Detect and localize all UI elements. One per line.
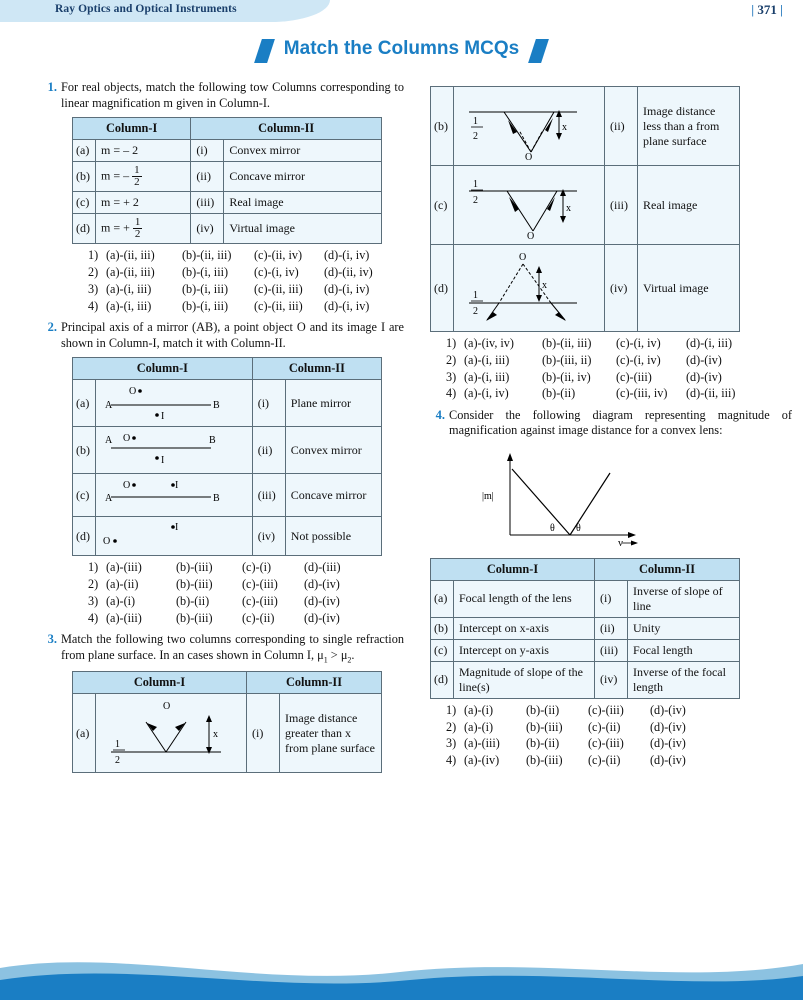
option-item: (d)-(iv)	[304, 610, 340, 625]
refraction-diagram-b	[459, 90, 599, 162]
row-right-value: Unity	[628, 617, 740, 639]
row-label: (c)	[431, 166, 454, 245]
row-diagram	[454, 166, 605, 245]
row-label: (c)	[73, 474, 96, 517]
row-left-value	[96, 214, 191, 244]
option-item: (d)-(i, iv)	[324, 248, 370, 263]
svg-text:1: 1	[473, 116, 478, 127]
question-3-table-continued	[430, 86, 740, 332]
table-row	[73, 517, 382, 556]
question-3-options	[446, 336, 792, 402]
svg-text:2: 2	[115, 755, 120, 767]
svg-text:A: A	[105, 400, 113, 412]
option-item: (b)-(iii)	[526, 719, 563, 734]
option-item: (d)-(iv)	[650, 736, 686, 751]
page-number-bar-left: |	[751, 2, 755, 17]
option-item: (b)-(ii)	[526, 702, 560, 717]
row-label: (a)	[73, 694, 96, 773]
row-diagram	[96, 517, 253, 556]
option-item: (d)-(iii)	[304, 560, 341, 575]
option-item: (b)-(iii)	[176, 560, 213, 575]
row-right-value: Virtual image	[224, 214, 382, 244]
chapter-title: Ray Optics and Optical Instruments	[55, 3, 237, 15]
row-diagram	[454, 87, 605, 166]
option-row[interactable]	[88, 248, 404, 263]
option-item: (d)-(ii, iv)	[324, 265, 373, 280]
svg-text:x: x	[542, 280, 547, 291]
page-number-area	[751, 2, 783, 18]
option-item: (d)-(iv)	[650, 753, 686, 768]
option-item: (a)-(i, iii)	[464, 369, 510, 384]
option-item: (d)-(iv)	[650, 719, 686, 734]
svg-text:O: O	[525, 152, 533, 162]
row-label: (c)	[73, 192, 96, 214]
fraction-numerator: 1	[134, 164, 140, 177]
option-item: (c)-(iii)	[616, 369, 652, 384]
row-roman: (i)	[247, 694, 280, 773]
option-item: (a)-(iii)	[106, 610, 142, 625]
svg-text:B: B	[213, 400, 220, 412]
row-left-value: Focal length of the lens	[454, 580, 595, 617]
option-row[interactable]	[88, 299, 404, 314]
row-left-value	[96, 162, 191, 192]
row-diagram	[96, 427, 253, 474]
row-left-lead: m = –	[101, 168, 130, 183]
option-number: 2)	[446, 352, 457, 367]
mirror-diagram-c	[101, 477, 231, 513]
option-item: (a)-(i, iii)	[106, 281, 152, 296]
option-row[interactable]	[446, 370, 792, 385]
svg-text:O: O	[123, 433, 131, 445]
option-item: (a)-(iv)	[464, 753, 500, 768]
svg-text:O: O	[123, 480, 131, 492]
svg-text:O: O	[527, 231, 535, 241]
option-item: (c)-(ii)	[588, 719, 621, 734]
option-row[interactable]	[88, 282, 404, 297]
option-row[interactable]	[446, 720, 792, 735]
option-item: (a)-(ii, iii)	[106, 248, 155, 263]
row-diagram	[454, 245, 605, 332]
row-roman: (ii)	[191, 162, 224, 192]
option-number: 2)	[88, 265, 99, 280]
row-right-value: Convex mirror	[224, 140, 382, 162]
option-item: (a)-(i, iii)	[464, 352, 510, 367]
option-number: 1)	[446, 336, 457, 350]
fraction-denominator: 2	[134, 176, 140, 189]
section-title-wrap	[0, 38, 803, 68]
table-row	[431, 166, 740, 245]
option-number: 1)	[88, 560, 99, 575]
row-roman: (iii)	[605, 166, 638, 245]
option-item: (b)-(ii, iii)	[542, 336, 592, 350]
row-roman: (ii)	[252, 427, 285, 474]
option-item: (d)-(i, iv)	[324, 281, 370, 296]
right-column	[430, 80, 792, 774]
fraction-numerator: 1	[134, 216, 141, 229]
question-4-options	[446, 703, 792, 769]
table-row	[431, 580, 740, 617]
option-item: (c)-(i, iv)	[616, 352, 661, 367]
option-item: (b)-(ii, iii)	[182, 248, 232, 263]
option-number: 2)	[446, 719, 457, 734]
question-2-options	[88, 560, 404, 626]
row-roman: (iii)	[252, 474, 285, 517]
row-right-value: Convex mirror	[285, 427, 381, 474]
option-number: 4)	[88, 298, 99, 313]
row-roman: (i)	[252, 380, 285, 427]
left-column	[42, 80, 404, 777]
table-row	[431, 87, 740, 166]
option-item: (c)-(ii, iv)	[254, 248, 303, 263]
option-item: (c)-(iii, iv)	[616, 386, 668, 401]
option-number: 2)	[88, 577, 99, 592]
table-header-row	[73, 358, 382, 380]
row-label: (b)	[431, 617, 454, 639]
option-item: (b)-(ii)	[542, 386, 576, 401]
row-right-value: Virtual image	[638, 245, 740, 332]
table-row	[73, 214, 382, 244]
column-2-header: Column-II	[191, 118, 382, 140]
option-number: 1)	[88, 248, 99, 263]
option-number: 3)	[446, 369, 457, 384]
option-row[interactable]	[88, 611, 404, 626]
row-label: (b)	[431, 87, 454, 166]
row-right-value: Image distance greater than x from plane surface	[280, 694, 382, 773]
option-number: 1)	[446, 702, 457, 717]
row-roman: (iv)	[252, 517, 285, 556]
svg-text:I: I	[161, 455, 165, 467]
option-number: 4)	[446, 386, 457, 401]
option-item: (c)-(i)	[242, 560, 272, 575]
svg-text:O: O	[519, 252, 527, 263]
option-item: (a)-(iv, iv)	[464, 336, 514, 350]
row-right-value: Not possible	[285, 517, 381, 556]
svg-text:O: O	[103, 536, 111, 548]
question-3-text-part3: > μ	[327, 647, 348, 662]
option-item: (b)-(ii)	[526, 736, 560, 751]
option-row[interactable]	[88, 560, 404, 575]
table-row	[73, 427, 382, 474]
row-label: (a)	[73, 140, 96, 162]
option-row[interactable]	[446, 336, 792, 351]
svg-text:O: O	[163, 701, 171, 713]
graph-theta-left: θ	[550, 522, 555, 534]
svg-text:x: x	[562, 122, 567, 133]
option-item: (d)-(iv)	[650, 702, 686, 717]
question-1-options	[88, 248, 404, 314]
option-number: 4)	[88, 610, 99, 625]
row-roman: (iv)	[191, 214, 224, 244]
table-row	[431, 245, 740, 332]
option-item: (a)-(i)	[106, 593, 136, 608]
table-row	[431, 617, 740, 639]
table-row	[73, 474, 382, 517]
svg-text:2: 2	[473, 306, 478, 317]
magnification-graph	[470, 447, 792, 552]
row-right-value: Concave mirror	[224, 162, 382, 192]
magnification-vs-image-distance-graph	[470, 447, 670, 552]
row-right-value: Real image	[224, 192, 382, 214]
column-1-header: Column-I	[73, 358, 253, 380]
option-item: (a)-(ii, iii)	[106, 265, 155, 280]
option-item: (d)-(iv)	[304, 577, 340, 592]
row-right-value: Plane mirror	[285, 380, 381, 427]
fraction-denominator: 2	[134, 228, 141, 241]
page-number-bar-right: |	[780, 2, 783, 17]
row-right-value: Inverse of the focal length	[628, 661, 740, 698]
page-header	[0, 0, 803, 22]
option-item: (b)-(ii, iv)	[542, 369, 591, 384]
row-diagram	[96, 694, 247, 773]
option-item: (b)-(i, iii)	[182, 265, 229, 280]
row-label: (a)	[73, 380, 96, 427]
row-left-value: m = + 2	[96, 192, 191, 214]
option-row[interactable]	[446, 386, 792, 401]
svg-text:1: 1	[473, 179, 478, 190]
option-number: 3)	[88, 593, 99, 608]
option-number: 3)	[88, 281, 99, 296]
column-2-header: Column-II	[252, 358, 381, 380]
svg-text:B: B	[213, 493, 220, 505]
mu-subscript-2: 2	[347, 655, 352, 665]
svg-text:x: x	[566, 203, 571, 214]
question-1-text: For real objects, match the following tow Columns corresponding to linear magnification m given in Column-I.	[61, 80, 404, 110]
question-2-text: Principal axis of a mirror (AB), a point object O and its image I are shown in Column-I, match it with Column-II.	[61, 319, 404, 350]
row-left-value: Intercept on x-axis	[454, 617, 595, 639]
column-2-header: Column-II	[595, 558, 740, 580]
refraction-diagram-d	[459, 248, 599, 328]
row-left-lead: m = +	[101, 220, 130, 235]
row-label: (d)	[431, 661, 454, 698]
row-roman: (iv)	[605, 245, 638, 332]
section-title: Match the Columns MCQs	[283, 38, 520, 59]
option-item: (a)-(i)	[464, 719, 494, 734]
row-right-value: Real image	[638, 166, 740, 245]
option-number: 3)	[446, 736, 457, 751]
row-roman: (i)	[595, 580, 628, 617]
graph-theta-right: θ	[576, 522, 581, 534]
option-item: (a)-(i, iii)	[106, 298, 152, 313]
fraction	[132, 165, 142, 188]
question-3-number: 3.	[47, 631, 57, 646]
row-label: (b)	[73, 427, 96, 474]
row-roman: (iv)	[595, 661, 628, 698]
column-1-header: Column-I	[73, 118, 191, 140]
row-label: (a)	[431, 580, 454, 617]
question-3-table	[72, 671, 382, 773]
row-label: (d)	[431, 245, 454, 332]
mu-subscript-1: 1	[323, 655, 328, 665]
svg-text:B: B	[209, 435, 216, 447]
table-row	[73, 192, 382, 214]
option-item: (c)-(iii)	[588, 736, 624, 751]
row-roman: (iii)	[595, 639, 628, 661]
option-item: (b)-(i, iii)	[182, 281, 229, 296]
option-row[interactable]	[88, 594, 404, 609]
option-item: (d)-(i, iii)	[686, 336, 733, 350]
question-1	[42, 80, 404, 111]
footer-wave-decoration	[0, 942, 803, 1000]
svg-text:I: I	[161, 411, 165, 423]
table-row	[73, 140, 382, 162]
option-item: (b)-(ii)	[176, 593, 210, 608]
question-4	[430, 408, 792, 439]
fraction	[133, 217, 143, 240]
row-right-value: Inverse of slope of line	[628, 580, 740, 617]
row-label: (c)	[431, 639, 454, 661]
table-header-row	[73, 672, 382, 694]
table-header-row	[431, 558, 740, 580]
option-item: (c)-(ii)	[242, 610, 275, 625]
question-2	[42, 320, 404, 351]
question-3-text-part4: .	[351, 647, 355, 662]
option-item: (d)-(iv)	[304, 593, 340, 608]
wave-svg	[0, 942, 803, 1000]
question-4-number: 4.	[435, 407, 445, 422]
option-item: (c)-(i, iv)	[254, 265, 299, 280]
option-item: (c)-(ii)	[588, 753, 621, 768]
row-label: (b)	[73, 162, 96, 192]
svg-text:1: 1	[115, 739, 120, 751]
svg-text:2: 2	[473, 195, 478, 206]
table-header-row	[73, 118, 382, 140]
table-row	[73, 694, 382, 773]
question-3-text	[61, 632, 404, 665]
column-1-header: Column-I	[431, 558, 595, 580]
option-item: (b)-(iii)	[176, 577, 213, 592]
graph-x-label: v	[618, 537, 623, 549]
option-item: (c)-(iii)	[242, 593, 278, 608]
option-row[interactable]	[88, 265, 404, 280]
option-item: (b)-(iii, ii)	[542, 352, 592, 367]
svg-text:O: O	[129, 386, 137, 398]
mirror-diagram-b	[101, 430, 231, 470]
option-item: (d)-(ii, iii)	[686, 386, 736, 401]
option-row[interactable]	[446, 753, 792, 768]
row-label: (d)	[73, 517, 96, 556]
option-item: (c)-(iii)	[588, 702, 624, 717]
row-diagram	[96, 474, 253, 517]
row-label: (d)	[73, 214, 96, 244]
page-number: 371	[757, 2, 777, 17]
question-3-text-part1: Match the following two columns corresponding to single refraction from plane surface. In an cases shown in Column	[61, 631, 404, 662]
svg-text:I: I	[175, 480, 179, 492]
option-item: (b)-(iii)	[176, 610, 213, 625]
row-right-value: Focal length	[628, 639, 740, 661]
question-2-table	[72, 357, 382, 556]
graph-y-label: |m|	[482, 490, 494, 502]
svg-text:A: A	[105, 493, 113, 505]
row-right-value: Concave mirror	[285, 474, 381, 517]
option-row[interactable]	[88, 577, 404, 592]
mirror-diagram-a	[101, 383, 231, 423]
row-roman: (ii)	[595, 617, 628, 639]
row-left-value: Magnitude of slope of the line(s)	[454, 661, 595, 698]
question-4-text: Consider the following diagram representing magnitude of magnification against image distance for a convex lens:	[449, 407, 792, 438]
option-number: 4)	[446, 753, 457, 768]
question-2-number: 2.	[47, 319, 57, 334]
option-row[interactable]	[446, 353, 792, 368]
option-item: (b)-(i, iii)	[182, 298, 229, 313]
question-4-table	[430, 558, 740, 699]
option-item: (d)-(i, iv)	[324, 298, 370, 313]
svg-text:2: 2	[473, 131, 478, 142]
option-item: (a)-(ii)	[106, 577, 139, 592]
svg-text:A: A	[105, 435, 113, 447]
row-roman: (i)	[191, 140, 224, 162]
option-row[interactable]	[446, 736, 792, 751]
option-item: (a)-(iii)	[464, 736, 500, 751]
svg-text:x: x	[213, 729, 218, 741]
option-item: (c)-(iii)	[242, 577, 278, 592]
option-item: (c)-(ii, iii)	[254, 281, 303, 296]
row-diagram	[96, 380, 253, 427]
column-2-header: Column-II	[247, 672, 382, 694]
question-1-table	[72, 117, 382, 244]
row-left-value: Intercept on y-axis	[454, 639, 595, 661]
question-3-text-part2: I, μ	[306, 647, 324, 662]
column-1-header: Column-I	[73, 672, 247, 694]
option-row[interactable]	[446, 703, 792, 718]
option-item: (c)-(i, iv)	[616, 336, 661, 350]
table-row	[73, 380, 382, 427]
table-row	[431, 661, 740, 698]
question-3	[42, 632, 404, 665]
option-item: (a)-(i, iv)	[464, 386, 509, 401]
refraction-diagram-a	[101, 697, 241, 769]
svg-text:I: I	[175, 522, 179, 534]
row-right-value: Image distance less than a from plane surface	[638, 87, 740, 166]
row-left-value: m = – 2	[96, 140, 191, 162]
svg-text:1: 1	[473, 290, 478, 301]
question-1-number: 1.	[47, 80, 57, 94]
refraction-diagram-c	[459, 169, 599, 241]
table-row	[73, 162, 382, 192]
row-roman: (iii)	[191, 192, 224, 214]
option-item: (d)-(iv)	[686, 352, 722, 367]
option-item: (a)-(i)	[464, 702, 494, 717]
option-item: (a)-(iii)	[106, 560, 142, 575]
row-roman: (ii)	[605, 87, 638, 166]
mirror-diagram-d	[101, 520, 231, 552]
table-row	[431, 639, 740, 661]
option-item: (c)-(ii, iii)	[254, 298, 303, 313]
option-item: (b)-(iii)	[526, 753, 563, 768]
option-item: (d)-(iv)	[686, 369, 722, 384]
